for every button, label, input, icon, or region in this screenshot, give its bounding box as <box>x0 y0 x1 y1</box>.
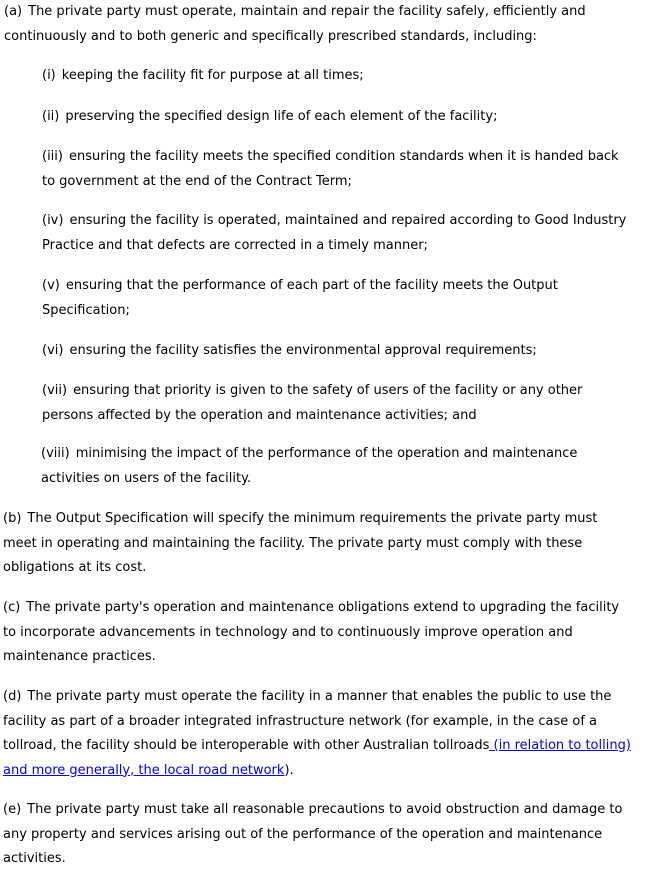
subitem-label: (iii) <box>42 149 63 164</box>
subitem-text: ensuring the facility meets the specified condition standards when it is handed back to government at the end of the Contract Term; <box>42 149 619 189</box>
clause-c-text: The private party's operation and maintenance obligations extend to upgrading the facility to incorporate advancements in technology and to continuously improve operation and maintenance practices. <box>3 600 620 664</box>
clause-e-label: (e) <box>3 802 22 817</box>
subitem-text: preserving the specified design life of each element of the facility; <box>65 109 498 124</box>
subitem-text: ensuring the facility satisfies the environmental approval requirements; <box>69 343 537 358</box>
subitem-iii <box>42 145 627 194</box>
subitem-text: minimising the impact of the performance of the operation and maintenance activities on users of the facility. <box>41 446 578 486</box>
clause-e <box>3 798 631 872</box>
clause-a-text: The private party must operate, maintain and repair the facility safely, efficiently and continuously and to both generic and specifically prescribed standards, including: <box>4 4 586 44</box>
clause-c <box>3 596 631 670</box>
subitem-text: ensuring that the performance of each part of the facility meets the Output Specification; <box>42 278 558 318</box>
subitem-vi <box>42 339 627 364</box>
clause-a <box>4 0 629 49</box>
clause-d-label: (d) <box>3 689 22 704</box>
clause-a-label: (a) <box>4 4 23 19</box>
clause-d-text: The private party must operate the facility in a manner that enables the public to use the facility as part of a broader integrated infrastructure network (for example, in the case of a tollroad, the facility should be interoperable with other Australian tollroads <box>3 689 612 753</box>
clause-c-label: (c) <box>3 600 21 615</box>
clause-b-label: (b) <box>3 511 22 526</box>
subitem-label: (ii) <box>42 109 60 124</box>
clause-e-text: The private party must take all reasonable precautions to avoid obstruction and damage to any property and services arising out of the performance of the operation and maintenance activities. <box>3 802 623 866</box>
subitem-viii <box>41 442 627 491</box>
road-network-link[interactable]: (in relation to tolling) and more generally, the local road network <box>3 738 631 778</box>
clause-b <box>3 507 631 581</box>
subitem-vii <box>42 379 627 428</box>
subitem-i <box>42 64 627 89</box>
subitem-iv <box>42 209 627 258</box>
clause-d-text-end: ). <box>284 762 294 778</box>
subitem-label: (v) <box>42 278 60 293</box>
subitem-text: ensuring the facility is operated, maintained and repaired according to Good Industry Practice and that defects are corrected in a timely manner; <box>42 213 627 253</box>
subitem-text: ensuring that priority is given to the safety of users of the facility or any other persons affected by the operation and maintenance activities; and <box>42 383 583 423</box>
subitem-label: (vii) <box>42 383 68 398</box>
subitem-label: (vi) <box>42 343 64 358</box>
subitem-label: (iv) <box>42 213 64 228</box>
subitem-label: (viii) <box>41 446 70 461</box>
subitem-ii <box>42 105 627 130</box>
subitem-text: keeping the facility fit for purpose at all times; <box>61 68 364 83</box>
subitem-label: (i) <box>42 68 56 83</box>
clause-b-text: The Output Specification will specify the minimum requirements the private party must meet in operating and maintaining the facility. The private party must comply with these obligations at its cost. <box>3 511 598 575</box>
clause-d <box>3 685 631 783</box>
subitem-v <box>42 274 627 323</box>
